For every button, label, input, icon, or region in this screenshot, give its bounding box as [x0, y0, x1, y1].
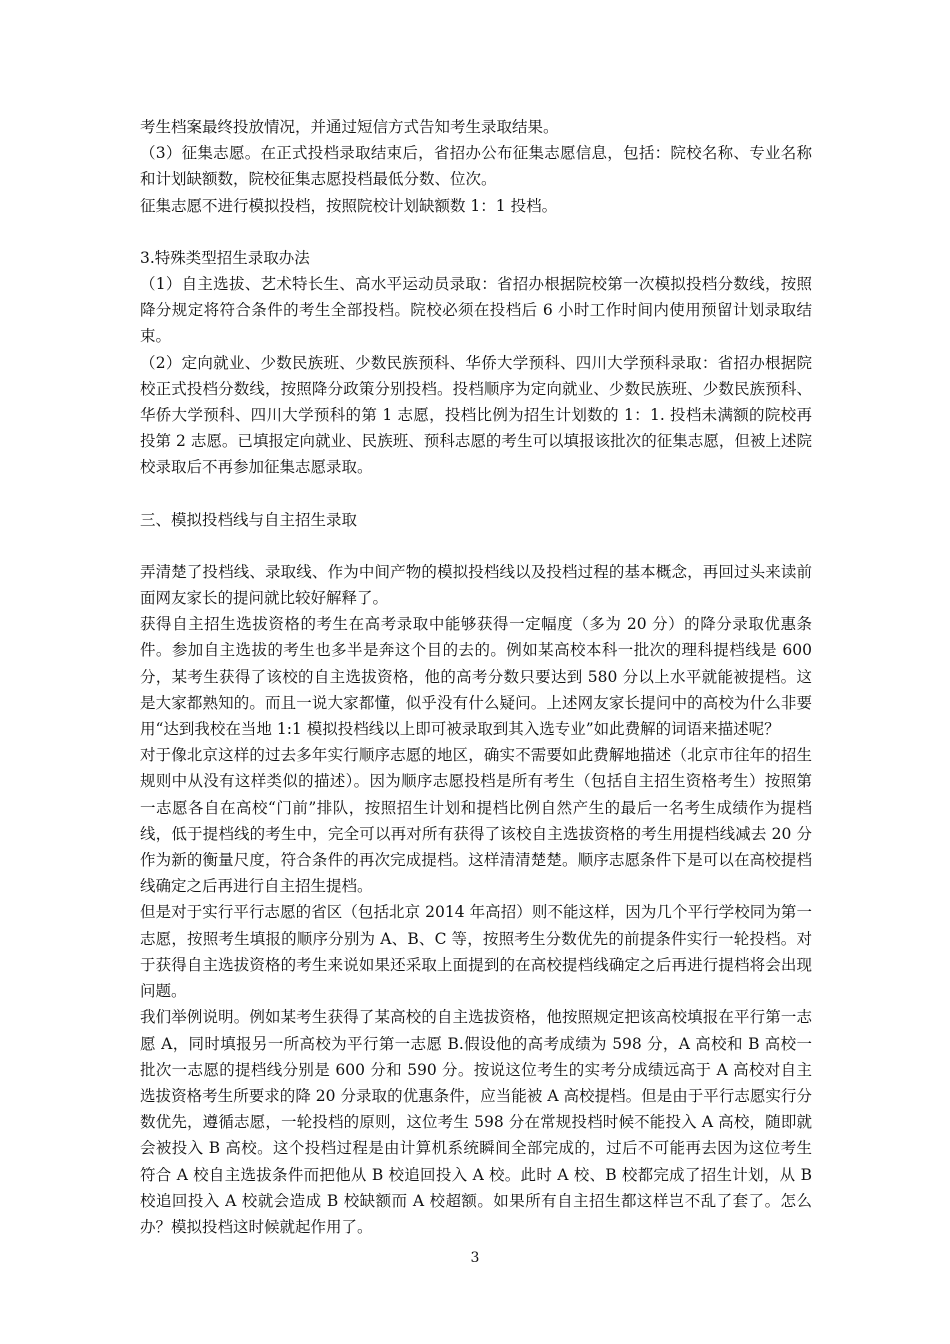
- paragraph: （3）征集志愿。在正式投档录取结束后，省招办公布征集志愿信息，包括：院校名称、专业名称和计划缺额数，院校征集志愿投档最低分数、位次。: [140, 144, 812, 189]
- page-number: 3: [470, 1250, 480, 1266]
- paragraph-gap: [140, 219, 812, 245]
- section-heading: 3.特殊类型招生录取办法: [140, 248, 310, 267]
- paragraph: 弄清楚了投档线、录取线、作为中间产物的模拟投档线以及投档过程的基本概念，再回过头来读前面网友家长的提问就比较好解释了。: [140, 562, 812, 608]
- paragraph: （2）定向就业、少数民族班、少数民族预科、华侨大学预科、四川大学预科录取：省招办根据院校正式投档分数线，按照降分政策分别投档。投档顺序为定向就业、少数民族班、少数民族预科、华侨大学预科、四川大学预科的第 1 志愿，投档比例为招生计划数的 1：1. 投档未满额的院校再投第 2 志愿。已填报定向就业、民族班、预科志愿的考生可以填报该批次的征集志愿，但被上述院校录取后不再参加征集志愿录取。: [140, 353, 812, 477]
- paragraph-gap: [140, 481, 812, 507]
- paragraph: 对于像北京这样的过去多年实行顺序志愿的地区，确实不需要如此费解地描述（北京市往年的招生规则中从没有这样类似的描述）。因为顺序志愿投档是所有考生（包括自主招生资格考生）按照第一志愿各自在高校“门前”排队，按照招生计划和提档比例自然产生的最后一名考生成绩作为提档线，低于提档线的考生中，完全可以再对所有获得了该校自主选拔资格的考生用提档线减去 20 分作为新的衡量尺度，符合条件的再次完成提档。这样清清楚楚。顺序志愿条件下是可以在高校提档线确定之后再进行自主招生提档。: [140, 746, 812, 896]
- paragraph: 我们举例说明。例如某考生获得了某高校的自主选拔资格，他按照规定把该高校填报在平行第一志愿 A，同时填报另一所高校为平行第一志愿 B.假设他的高考成绩为 598 分，A 高校和 B 高校一批次一志愿的提档线分别是 600 分和 590 分。按说这位考生的实考分成绩远高于 A 高校对自主选拔资格考生所要求的降 20 分录取的优惠条件，应当能被 A 高校提档。但是由于平行志愿实行分数优先，遵循志愿，一轮投档的原则，这位考生 598 分在常规投档时候不能投入 A 高校，随即就会被投入 B 高校。这个投档过程是由计算机系统瞬间全部完成的，过后不可能再去因为这位考生符合 A 校自主选拔条件而把他从 B 校追回投入 A 校。此时 A 校、B 校都完成了招生计划，从 B 校追回投入 A 校就会造成 B 校缺额而 A 校超额。如果所有自主招生都这样岂不乱了套了。怎么办？模拟投档这时候就起作用了。: [140, 1008, 812, 1236]
- paragraph: 获得自主招生选拔资格的考生在高考录取中能够获得一定幅度（多为 20 分）的降分录取优惠条件。参加自主选拔的考生也多半是奔这个目的去的。例如某高校本科一批次的理科提档线是 600 分，某考生获得了该校的自主选拔资格，他的高考分数只要达到 580 分以上水平就能被提档。这是大家都熟知的。而且一说大家都懂，似乎没有什么疑问。上述网友家长提问中的高校为什么非要用“达到我校在当地 1:1 模拟投档线以上即可被录取到其入选专业”如此费解的词语来描述呢？: [140, 615, 812, 739]
- paragraph: （1）自主选拔、艺术特长生、高水平运动员录取：省招办根据院校第一次模拟投档分数线，按照降分规定将符合条件的考生全部投档。院校必须在投档后 6 小时工作时间内使用预留计划录取结束。: [140, 275, 812, 346]
- chapter-heading: 三、模拟投档线与自主招生录取: [140, 510, 358, 529]
- document-body: [140, 114, 812, 1240]
- paragraph: 考生档案最终投放情况，并通过短信方式告知考生录取结果。: [140, 118, 559, 136]
- paragraph: 征集志愿不进行模拟投档，按照院校计划缺额数 1：1 投档。: [140, 196, 558, 215]
- paragraph-gap: [140, 533, 812, 559]
- paragraph: 但是对于实行平行志愿的省区（包括北京 2014 年高招）则不能这样，因为几个平行学校同为第一志愿，按照考生填报的顺序分别为 A、B、C 等，按照考生分数优先的前提条件实行一轮投档。对于获得自主选拔资格的考生来说如果还采取上面提到的在高校提档线确定之后再进行提档将会出现问题。: [140, 903, 812, 1001]
